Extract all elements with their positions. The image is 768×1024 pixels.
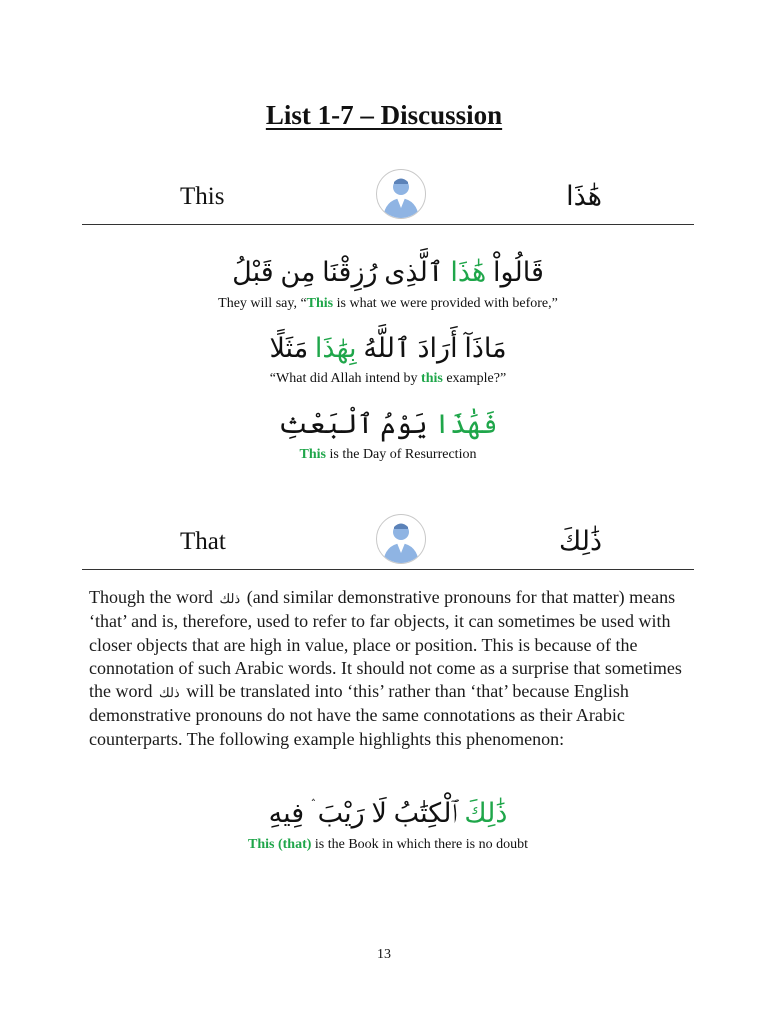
translation-highlight: this [421, 371, 443, 386]
paragraph-text: will be translated into ‘this’ rather than ‘that’ because English demonstrative pronouns do not have the same connotations as their Arabic counterparts. The following example highlights this phenomenon: [89, 681, 629, 749]
translation-example-2 [82, 370, 694, 388]
translation-text: They will say, “ [218, 296, 307, 311]
arabic-text: مَاذَآ أَرَادَ ٱللَّهُ [356, 333, 507, 363]
divider [82, 224, 694, 225]
translation-text: is the Day of Resurrection [326, 447, 477, 462]
arabic-text: مَثَلًا [269, 333, 315, 363]
arabic-example-3 [82, 406, 694, 442]
translation-text: “What did Allah intend by [269, 371, 422, 386]
translation-highlight: This (that) [248, 837, 312, 852]
arabic-highlight: بِهَٰذَا [314, 333, 357, 363]
person-avatar-icon [376, 169, 426, 219]
header-row-this [82, 177, 694, 225]
arabic-text: قَالُواْ [486, 257, 544, 287]
header-row-that [82, 522, 694, 570]
translation-highlight: This [306, 296, 334, 311]
translation-example-1 [82, 295, 694, 313]
arabic-example-2 [82, 330, 694, 366]
translation-text: is the Book in which there is no doubt [311, 837, 528, 852]
arabic-text: يَوْمُ ٱلْبَعْثِ [278, 409, 435, 439]
arabic-example-4 [82, 795, 694, 831]
arabic-text: ٱلْكِتَٰبُ لَا رَيْبَ ۛ فِيهِ [268, 798, 465, 828]
divider [82, 569, 694, 570]
arabic-word-this: هَٰذَا [566, 181, 602, 211]
paragraph-text: Though the word [89, 587, 213, 607]
translation-highlight: This [299, 447, 326, 462]
arabic-highlight: هَٰذَا [450, 257, 487, 287]
arabic-word-that: ذَٰلِكَ [558, 526, 602, 556]
paragraph-text: (and similar demonstrative pronouns for that matter) means ‘that’ and is, therefore, used to refer to far objects, it can sometimes be used with closer objects that are high in value, place or position. This is because of the connotation of such Arabic words. It should not come as a surprise that sometimes the word [89, 587, 682, 702]
inline-arabic-word: ذلك [219, 591, 241, 606]
arabic-example-1 [82, 254, 694, 290]
english-word-that: That [180, 528, 226, 555]
inline-arabic-word: ذلك [158, 685, 180, 701]
translation-text: is what we were provided with before,” [333, 296, 558, 311]
arabic-highlight: ذَٰلِكَ [464, 798, 508, 828]
english-word-this: This [180, 183, 225, 210]
page-title: List 1-7 – Discussion [265, 100, 503, 130]
translation-example-3 [82, 446, 694, 464]
arabic-highlight: فَهَٰذَا [434, 409, 498, 439]
person-avatar-icon [376, 514, 426, 564]
explanation-paragraph [89, 586, 691, 751]
arabic-text: ٱلَّذِى رُزِقْنَا مِن قَبْلُ [232, 257, 451, 287]
translation-example-4 [82, 836, 694, 854]
page-number: 13 [377, 947, 391, 962]
translation-text: example?” [442, 371, 507, 386]
